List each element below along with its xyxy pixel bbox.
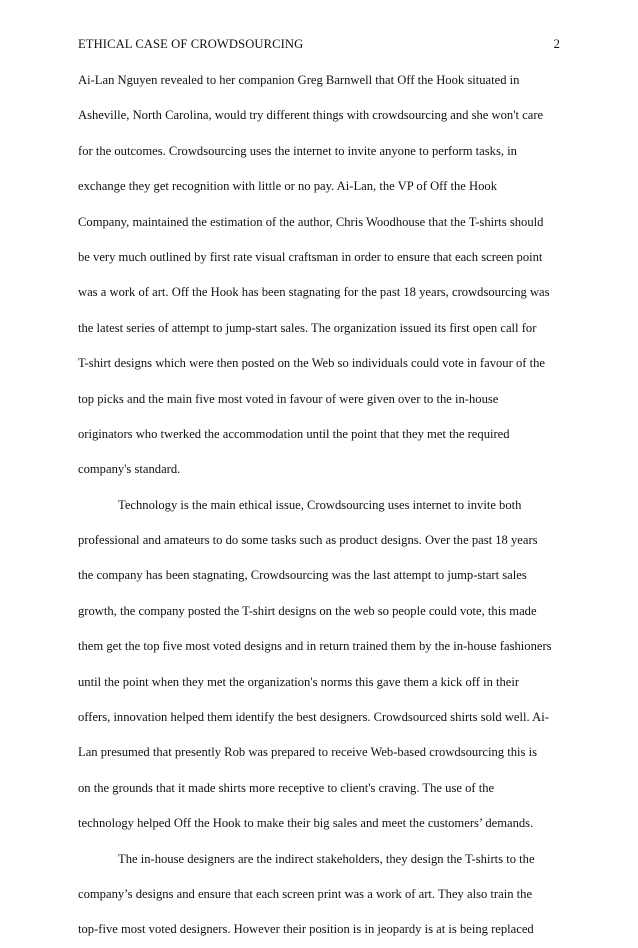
running-head <box>78 37 560 55</box>
paragraph-line: was a work of art. Off the Hook has been stagnating for the past 18 years, crowdsourcing was <box>78 285 550 300</box>
paragraph-line: company’s designs and ensure that each screen print was a work of art. They also train the <box>78 886 533 901</box>
paragraph-line: the company has been stagnating, Crowdsourcing was the last attempt to jump-start sales <box>78 568 527 583</box>
paragraph <box>78 63 562 488</box>
document-body <box>78 63 562 948</box>
paragraph-line: exchange they get recognition with little or no pay. Ai-Lan, the VP of Off the Hook <box>78 179 497 194</box>
paragraph-line: The in-house designers are the indirect stakeholders, they design the T-shirts to the <box>118 851 535 866</box>
paragraph <box>78 842 562 948</box>
paragraph-line: until the point when they met the organization's norms this gave them a kick off in their <box>78 674 520 689</box>
paragraph-line: T-shirt designs which were then posted on the Web so individuals could vote in favour of the <box>78 356 545 371</box>
paragraph-line: top-five most voted designers. However their position is in jeopardy is at is being replaced <box>78 922 534 937</box>
paragraph-line: professional and amateurs to do some tasks such as product designs. Over the past 18 years <box>78 533 538 548</box>
page-number: 2 <box>553 37 560 51</box>
paragraph-line: for the outcomes. Crowdsourcing uses the internet to invite anyone to perform tasks, in <box>78 143 517 158</box>
paragraph-line: technology helped Off the Hook to make their big sales and meet the customers’ demands. <box>78 816 534 831</box>
paragraph-line: growth, the company posted the T-shirt designs on the web so people could vote, this made <box>78 603 537 618</box>
running-head-title: ETHICAL CASE OF CROWDSOURCING <box>78 37 304 51</box>
paragraph-line: offers, innovation helped them identify the best designers. Crowdsourced shirts sold well. Ai- <box>78 710 549 725</box>
paragraph-line: Lan presumed that presently Rob was prepared to receive Web-based crowdsourcing this is <box>78 745 537 760</box>
paragraph-line: company's standard. <box>78 462 181 477</box>
paragraph-line: originators who twerked the accommodation until the point that they met the required <box>78 426 510 441</box>
paragraph-line: Company, maintained the estimation of the author, Chris Woodhouse that the T-shirts should <box>78 214 544 229</box>
paragraph <box>78 488 562 842</box>
paragraph-line: on the grounds that it made shirts more receptive to client's craving. The use of the <box>78 780 495 795</box>
paragraph-line: Technology is the main ethical issue, Crowdsourcing uses internet to invite both <box>118 497 522 512</box>
paragraph-line: top picks and the main five most voted in favour of were given over to the in-house <box>78 391 499 406</box>
paragraph-line: the latest series of attempt to jump-start sales. The organization issued its first open call for <box>78 320 537 335</box>
paragraph-line: Asheville, North Carolina, would try different things with crowdsourcing and she won't care <box>78 108 544 123</box>
paragraph-line: Ai-Lan Nguyen revealed to her companion Greg Barnwell that Off the Hook situated in <box>78 73 520 87</box>
paragraph-line: be very much outlined by first rate visual craftsman in order to ensure that each screen point <box>78 249 543 264</box>
paragraph-line: them get the top five most voted designs and in return trained them by the in-house fashioners <box>78 639 552 654</box>
